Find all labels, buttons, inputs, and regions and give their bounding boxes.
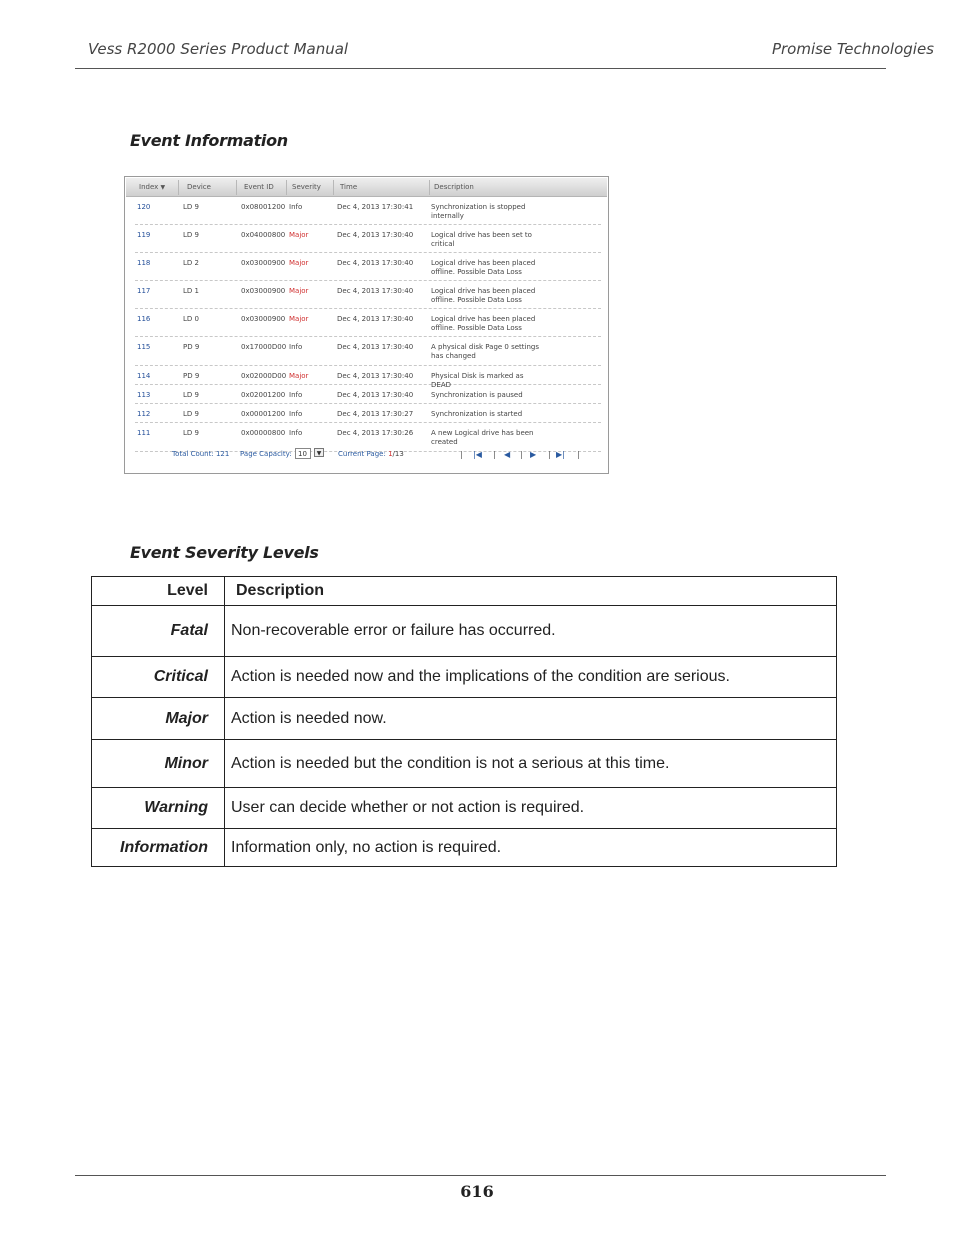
cell-index: 116 (137, 315, 151, 323)
manual-title: Vess R2000 Series Product Manual (88, 40, 349, 58)
cell-event-id: 0x03000900 (241, 287, 286, 295)
cell-severity: Info (289, 343, 303, 351)
chevron-down-icon[interactable]: ▼ (314, 448, 324, 457)
cell-device: LD 2 (183, 259, 199, 267)
cell-description: Logical drive has been placed offline. Possible Data Loss (431, 287, 536, 304)
table-row (92, 788, 837, 829)
nav-separator: | (493, 450, 496, 459)
severity-level: Minor (92, 740, 225, 788)
cell-time: Dec 4, 2013 17:30:40 (337, 287, 414, 295)
cell-severity: Major (289, 231, 309, 239)
cell-event-id: 0x08001200 (241, 203, 286, 211)
cell-severity: Info (289, 429, 303, 437)
cell-device: LD 9 (183, 203, 199, 211)
cell-index: 118 (137, 259, 151, 267)
event-table-footer (125, 447, 608, 463)
nav-separator: | (548, 450, 551, 459)
cell-description: Synchronization is stopped internally (431, 203, 526, 220)
cell-device: PD 9 (183, 372, 200, 380)
cell-description: A physical disk Page 0 settings has changed (431, 343, 540, 360)
event-information-heading: Event Information (130, 131, 288, 150)
severity-level: Information (92, 829, 225, 867)
cell-event-id: 0x02000D00 (241, 372, 287, 380)
first-page-icon[interactable]: |◀ (473, 450, 482, 459)
cell-device: LD 9 (183, 391, 199, 399)
cell-severity: Info (289, 410, 303, 418)
table-row[interactable] (135, 309, 601, 337)
event-information-panel (124, 176, 609, 474)
nav-separator: | (520, 450, 523, 459)
company-name: Promise Technologies (771, 40, 934, 58)
severity-level: Major (92, 698, 225, 740)
cell-description: Logical drive has been set to critical (431, 231, 532, 248)
header-divider (75, 68, 886, 69)
sort-desc-icon: ▼ (160, 184, 166, 191)
severity-table (91, 576, 837, 867)
col-time[interactable]: Time (340, 183, 358, 191)
cell-device: LD 1 (183, 287, 199, 295)
cell-device: LD 9 (183, 410, 199, 418)
cell-description: A new Logical drive has been created (431, 429, 534, 446)
next-page-icon[interactable]: ▶ (530, 450, 537, 459)
table-row[interactable] (135, 253, 601, 281)
cell-event-id: 0x04000800 (241, 231, 286, 239)
cell-description: Logical drive has been placed offline. Possible Data Loss (431, 259, 536, 276)
cell-index: 120 (137, 203, 151, 211)
cell-severity: Major (289, 372, 309, 380)
table-row[interactable] (135, 366, 601, 389)
page-number: 616 (460, 1182, 494, 1201)
table-row[interactable] (135, 404, 601, 423)
cell-time: Dec 4, 2013 17:30:26 (337, 429, 414, 437)
table-row[interactable] (135, 385, 601, 404)
severity-level: Warning (92, 788, 225, 829)
level-column-header: Level (92, 577, 225, 606)
current-page: Current Page: 1/13 (338, 450, 404, 458)
cell-time: Dec 4, 2013 17:30:40 (337, 315, 414, 323)
cell-time: Dec 4, 2013 17:30:41 (337, 203, 414, 211)
cell-index: 112 (137, 410, 151, 418)
cell-index: 114 (137, 372, 151, 380)
col-severity[interactable]: Severity (292, 183, 321, 191)
nav-separator: | (577, 450, 580, 459)
cell-severity: Info (289, 391, 303, 399)
cell-severity: Info (289, 203, 303, 211)
severity-description: User can decide whether or not action is required. (225, 788, 837, 829)
cell-time: Dec 4, 2013 17:30:40 (337, 372, 414, 380)
table-row[interactable] (135, 281, 601, 309)
col-description[interactable]: Description (434, 183, 474, 191)
severity-levels-heading: Event Severity Levels (130, 543, 319, 562)
event-table-body (135, 197, 601, 452)
cell-description: Physical Disk is marked as DEAD (431, 372, 524, 389)
footer-divider (75, 1175, 886, 1176)
cell-description: Logical drive has been placed offline. Possible Data Loss (431, 315, 536, 332)
cell-device: LD 9 (183, 231, 199, 239)
table-row (92, 657, 837, 698)
cell-description: Synchronization is paused (431, 391, 523, 399)
severity-level: Fatal (92, 606, 225, 657)
severity-description: Action is needed now. (225, 698, 837, 740)
col-event-id[interactable]: Event ID (244, 183, 274, 191)
cell-time: Dec 4, 2013 17:30:40 (337, 259, 414, 267)
table-row (92, 698, 837, 740)
cell-time: Dec 4, 2013 17:30:40 (337, 343, 414, 351)
page-capacity-label: Page Capacity: (240, 450, 292, 458)
severity-description: Action is needed now and the implications of the condition are serious. (225, 657, 837, 698)
nav-separator: | (460, 450, 463, 459)
col-device[interactable]: Device (187, 183, 211, 191)
cell-index: 115 (137, 343, 151, 351)
severity-description: Action is needed but the condition is not a serious at this time. (225, 740, 837, 788)
table-row (92, 606, 837, 657)
event-table-header (126, 178, 607, 197)
cell-device: PD 9 (183, 343, 200, 351)
total-count: Total Count: 121 (172, 450, 230, 458)
cell-time: Dec 4, 2013 17:30:40 (337, 231, 414, 239)
cell-severity: Major (289, 315, 309, 323)
cell-description: Synchronization is started (431, 410, 523, 418)
severity-level: Critical (92, 657, 225, 698)
cell-time: Dec 4, 2013 17:30:27 (337, 410, 414, 418)
cell-time: Dec 4, 2013 17:30:40 (337, 391, 414, 399)
severity-description: Information only, no action is required. (225, 829, 837, 867)
cell-event-id: 0x00000800 (241, 429, 286, 437)
cell-event-id: 0x03000900 (241, 315, 286, 323)
cell-severity: Major (289, 287, 309, 295)
severity-description: Non-recoverable error or failure has occurred. (225, 606, 837, 657)
cell-device: LD 9 (183, 429, 199, 437)
cell-severity: Major (289, 259, 309, 267)
last-page-icon[interactable]: ▶| (556, 450, 565, 459)
cell-event-id: 0x03000900 (241, 259, 286, 267)
cell-event-id: 0x02001200 (241, 391, 286, 399)
prev-page-icon[interactable]: ◀ (504, 450, 511, 459)
cell-index: 113 (137, 391, 151, 399)
cell-event-id: 0x00001200 (241, 410, 286, 418)
table-row[interactable] (135, 225, 601, 253)
cell-event-id: 0x17000D00 (241, 343, 287, 351)
cell-index: 117 (137, 287, 151, 295)
col-index[interactable]: Index ▼ (139, 183, 166, 191)
cell-index: 111 (137, 429, 151, 437)
description-column-header: Description (225, 577, 837, 606)
table-row[interactable] (135, 337, 601, 366)
cell-device: LD 0 (183, 315, 199, 323)
table-row (92, 740, 837, 788)
cell-index: 119 (137, 231, 151, 239)
page-capacity-select[interactable]: 10 (295, 448, 311, 459)
table-row[interactable] (135, 197, 601, 225)
table-row (92, 829, 837, 867)
